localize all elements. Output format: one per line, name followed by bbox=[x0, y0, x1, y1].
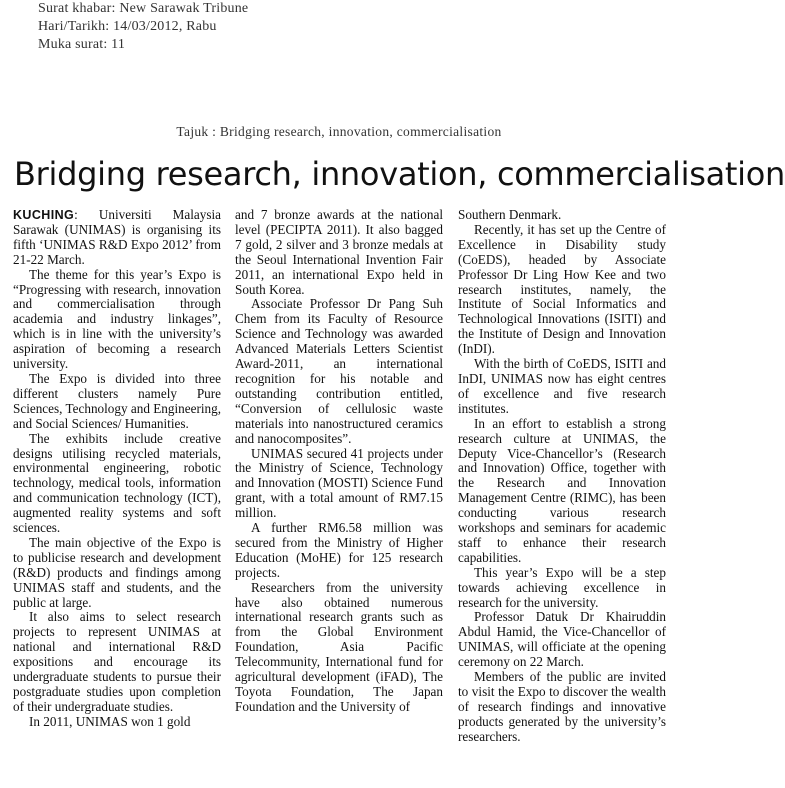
article-paragraph: This year’s Expo will be a step towards achieving excellence in research for the university. bbox=[458, 564, 666, 610]
article-paragraph: The main objective of the Expo is to publicise research and development (R&D) products and findings among UNIMAS staff and students, and the public at large. bbox=[13, 534, 221, 610]
clipping-title: Tajuk : Bridging research, innovation, commercialisation bbox=[176, 124, 502, 139]
article-paragraph: In an effort to establish a strong research culture at UNIMAS, the Deputy Vice-Chancellor’s (Research and Innovation) Office, together with the Research and Innovation Management Centre (RIMC), has been conducting various research workshops and seminars for academic staff to enhance their research capabilities. bbox=[458, 415, 666, 565]
article-paragraph: Members of the public are invited to visit the Expo to discover the wealth of research findings and innovative products generated by the university’s researchers. bbox=[458, 669, 666, 744]
article-paragraph: and 7 bronze awards at the national level (PECIPTA 2011). It also bagged 7 gold, 2 silver and 3 bronze medals at the Seoul International Invention Fair 2011, an international Expo held in South Korea. bbox=[235, 207, 443, 297]
article-paragraph: A further RM6.58 million was secured from the Ministry of Higher Education (MoHE) for 125 research projects. bbox=[235, 520, 443, 580]
article-paragraph: In 2011, UNIMAS won 1 gold bbox=[29, 713, 191, 729]
article-paragraph: Recently, it has set up the Centre of Excellence in Disability study (CoEDS), headed by Associate Professor Dr Ling How Kee and two research institutes, namely, the Institute of Social Informatics and Technological Innovations (ISITI) and the Institute of Design and Innovation (InDI). bbox=[458, 221, 666, 357]
article-paragraph: The theme for this year’s Expo is “Progressing with research, innovation and commercialisation through academia and industry linkages”, which is in line with the university’s aspiration of becoming a research university. bbox=[13, 266, 221, 372]
publication-date: Hari/Tarikh: 14/03/2012, Rabu bbox=[38, 19, 217, 34]
article-column-3 bbox=[458, 208, 666, 745]
page-number: Muka surat: 11 bbox=[38, 37, 126, 52]
clipping-metadata bbox=[38, 0, 248, 54]
article-paragraph: Associate Professor Dr Pang Suh Chem from its Faculty of Resource Science and Technology was awarded Advanced Materials Letters Scientist Award-2011, an international recognition for his notable and outstanding contribution entitled, “Conversion of cellulosic waste materials into nanostructured ceramics and nanocomposites”. bbox=[235, 296, 443, 446]
article-paragraph: Professor Datuk Dr Khairuddin Abdul Hamid, the Vice-Chancellor of UNIMAS, will officiate at the opening ceremony on 22 March. bbox=[458, 609, 666, 670]
article-paragraph: With the birth of CoEDS, ISITI and InDI, UNIMAS now has eight centres of excellence and five research institutes. bbox=[458, 356, 666, 416]
newspaper-name: Surat khabar: New Sarawak Tribune bbox=[38, 1, 249, 16]
article-column-2 bbox=[235, 208, 443, 715]
article-paragraph: UNIMAS secured 41 projects under the Ministry of Science, Technology and Innovation (MOSTI) Science Fund grant, with a total amount of RM7.15 million. bbox=[235, 445, 443, 521]
article-paragraph: Researchers from the university have also obtained numerous international research grants such as from the Global Environment Foundation, Asia Pacific Telecommunity, International fund for agricultural development (iFAD), The Toyota Foundation, The Japan Foundation and the University of bbox=[235, 579, 443, 714]
article-paragraph: KUCHING: Universiti Malaysia Sarawak (UNIMAS) is organising its fifth ‘UNIMAS R&D Expo 2012’ from 21-22 March. bbox=[13, 207, 221, 267]
article-paragraph: The Expo is divided into three different clusters namely Pure Sciences, Technology and Engineering, and Social Sciences/ Humanities. bbox=[13, 370, 221, 431]
article-column-1 bbox=[13, 208, 221, 730]
article-paragraph: It also aims to select research projects to represent UNIMAS at national and international R&D expositions and encourage its undergraduate students to pursue their postgraduate studies upon completion of their undergraduate studies. bbox=[13, 609, 221, 714]
article-paragraph: The exhibits include creative designs utilising recycled materials, environmental engineering, robotic technology, medical tools, information and communication technology (ICT), augmented reality systems and soft sciences. bbox=[13, 430, 221, 536]
dateline: KUCHING bbox=[13, 208, 75, 222]
article-paragraph: Southern Denmark. bbox=[458, 207, 562, 222]
article-headline: Bridging research, innovation, commercialisation bbox=[14, 155, 785, 193]
